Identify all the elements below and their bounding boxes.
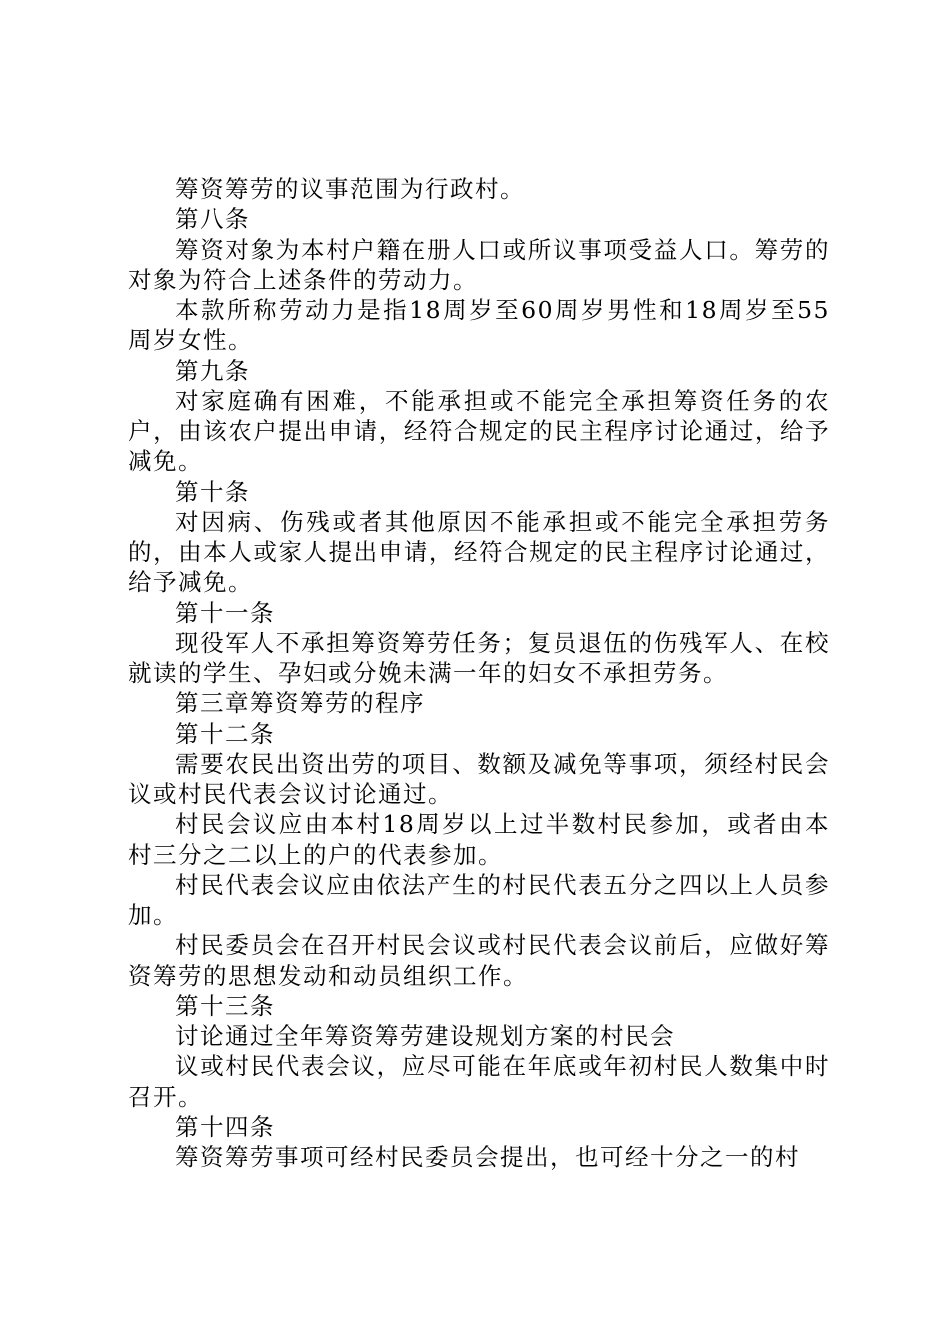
article-heading: 第十一条 (175, 598, 275, 627)
paragraph: 筹资筹劳的议事范围为行政村。 (175, 175, 525, 203)
paragraph: 对家庭确有困难，不能承担或不能完全承担筹资任务的农户，由该农户提出申请，经符合规定的民主程序讨论通过，给予减免。 (128, 386, 830, 476)
paragraph: 村民代表会议应由依法产生的村民代表五分之四以上人员参加。 (128, 870, 830, 929)
paragraph: 讨论通过全年筹资筹劳建设规划方案的村民会 (175, 1022, 675, 1050)
paragraph: 村民会议应由本村18周岁以上过半数村民参加，或者由本村三分之二以上的户的代表参加。 (128, 810, 830, 869)
paragraph: 筹资对象为本村户籍在册人口或所议事项受益人口。筹劳的对象为符合上述条件的劳动力。 (128, 235, 830, 294)
chapter-heading: 第三章筹资筹劳的程序 (175, 689, 425, 718)
document-body (128, 174, 830, 1172)
paragraph: 对因病、伤残或者其他原因不能承担或不能完全承担劳务的，由本人或家人提出申请，经符合规定的民主程序讨论通过，给予减免。 (128, 507, 830, 597)
paragraph: 本款所称劳动力是指18周岁至60周岁男性和18周岁至55周岁女性。 (128, 296, 830, 355)
article-heading: 第九条 (175, 356, 250, 385)
article-heading: 第八条 (175, 205, 250, 234)
paragraph: 现役军人不承担筹资筹劳任务；复员退伍的伤残军人、在校就读的学生、孕妇或分娩未满一年的妇女不承担劳务。 (128, 628, 830, 687)
paragraph: 需要农民出资出劳的项目、数额及减免等事项，须经村民会议或村民代表会议讨论通过。 (128, 749, 830, 808)
article-heading: 第十二条 (175, 719, 275, 748)
article-heading: 第十条 (175, 477, 250, 506)
paragraph: 村民委员会在召开村民会议或村民代表会议前后，应做好筹资筹劳的思想发动和动员组织工作。 (128, 931, 830, 990)
paragraph: 议或村民代表会议，应尽可能在年底或年初村民人数集中时召开。 (128, 1052, 830, 1111)
article-heading: 第十四条 (175, 1112, 275, 1141)
article-heading: 第十三条 (175, 991, 275, 1020)
paragraph: 筹资筹劳事项可经村民委员会提出，也可经十分之一的村 (175, 1143, 800, 1171)
